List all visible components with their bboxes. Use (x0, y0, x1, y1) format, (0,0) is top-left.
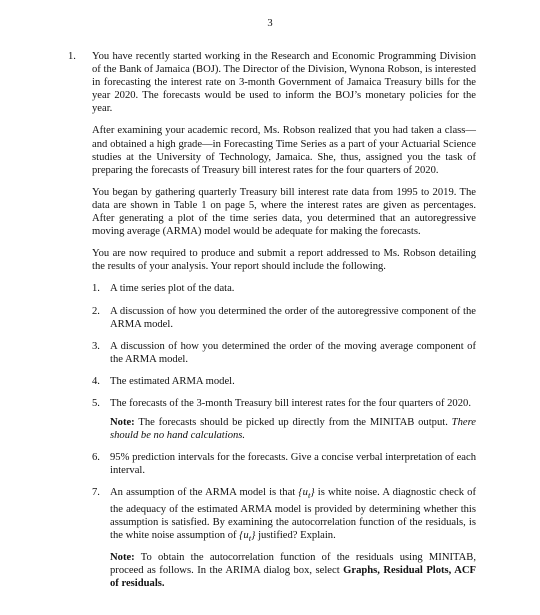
report-requirements-list (92, 282, 476, 590)
math-ut: $\{u_t\}$ (239, 529, 256, 543)
item-number: 7. (92, 487, 100, 499)
item-note (110, 416, 476, 442)
item-text-part: An assumption of the ARMA model is that (110, 487, 299, 499)
item-number: 3. (92, 340, 100, 352)
item-number: 2. (92, 305, 100, 317)
item-number: 5. (92, 397, 100, 409)
item-text-part: is white noise. A diagnostic check of the adequacy of the estimated ARMA model is provided by determining whether this assumption is satisfied. By examining the autocorrelation function of the residuals, is the white noise assumption of (110, 487, 476, 541)
list-item (92, 305, 476, 331)
list-item (92, 375, 476, 388)
item-text: 95% prediction intervals for the forecasts. Give a concise verbal interpretation of each interval. (110, 452, 476, 477)
item-number: 4. (92, 375, 100, 387)
question-number: 1. (68, 51, 76, 62)
paragraph-intro: You have recently started working in the Research and Economic Programming Division of the Bank of Jamaica (BOJ). The Director of the Division, Wynona Robson, is interested in forecasting the interest rate on 3-month Government of Jamaica Treasury bills for the year 2020. The forecasts would be used to inform the BOJ’s monetary policies for the year. (92, 51, 476, 115)
item-note (110, 551, 476, 590)
item-text: The estimated ARMA model. (110, 375, 235, 387)
question-body (92, 50, 476, 599)
list-item (92, 486, 476, 590)
item-text (110, 486, 476, 545)
item-text: A time series plot of the data. (110, 283, 235, 295)
note-emphasis: Graphs, Residual Plots, ACF of residuals. (110, 565, 476, 590)
item-number: 1. (92, 283, 100, 295)
list-item (92, 397, 476, 442)
list-item (92, 340, 476, 366)
note-text: The forecasts should be picked up directly from the MINITAB output. (134, 417, 452, 429)
item-text: A discussion of how you determined the order of the autoregressive component of the ARMA model. (110, 305, 476, 330)
paragraph-requirements: You are now required to produce and submit a report addressed to Ms. Robson detailing the results of your analysis. Your report should include the following. (92, 248, 476, 273)
list-item (92, 451, 476, 477)
note-label: Note: (110, 417, 135, 429)
note-text: To obtain the autocorrelation function of the residuals using MINITAB, proceed as follows. In the ARIMA dialog box, select (110, 552, 476, 577)
item-text-part: justified? Explain. (255, 529, 336, 541)
note-label: Note: (110, 552, 135, 564)
note-emphasis: There should be no hand calculations. (110, 417, 476, 442)
list-item (92, 282, 476, 295)
paragraph-data: You began by gathering quarterly Treasury bill interest rate data from 1995 to 2019. The data are shown in Table 1 on page 5, where the interest rates are given as percentages. After generating a plot of the time series data, you determined that an autoregressive moving average (ARMA) model would be adequate for making the forecasts. (92, 186, 476, 238)
item-text: A discussion of how you determined the order of the moving average component of the ARMA model. (110, 340, 476, 365)
math-ut: $\{u_t\}$ (298, 487, 315, 501)
item-text: The forecasts of the 3-month Treasury bill interest rates for the four quarters of 2020. (110, 397, 471, 409)
page-number: 3 (267, 18, 273, 29)
paragraph-background: After examining your academic record, Ms. Robson realized that you had taken a class—and obtained a high grade—in Forecasting Time Series as a part of your Actuarial Science studies at the University of Technology, Jamaica. She, thus, assigned you the task of preparing the forecasts of Treasury bill interest rates for the four quarters of 2020. (92, 125, 476, 176)
item-number: 6. (92, 452, 100, 464)
